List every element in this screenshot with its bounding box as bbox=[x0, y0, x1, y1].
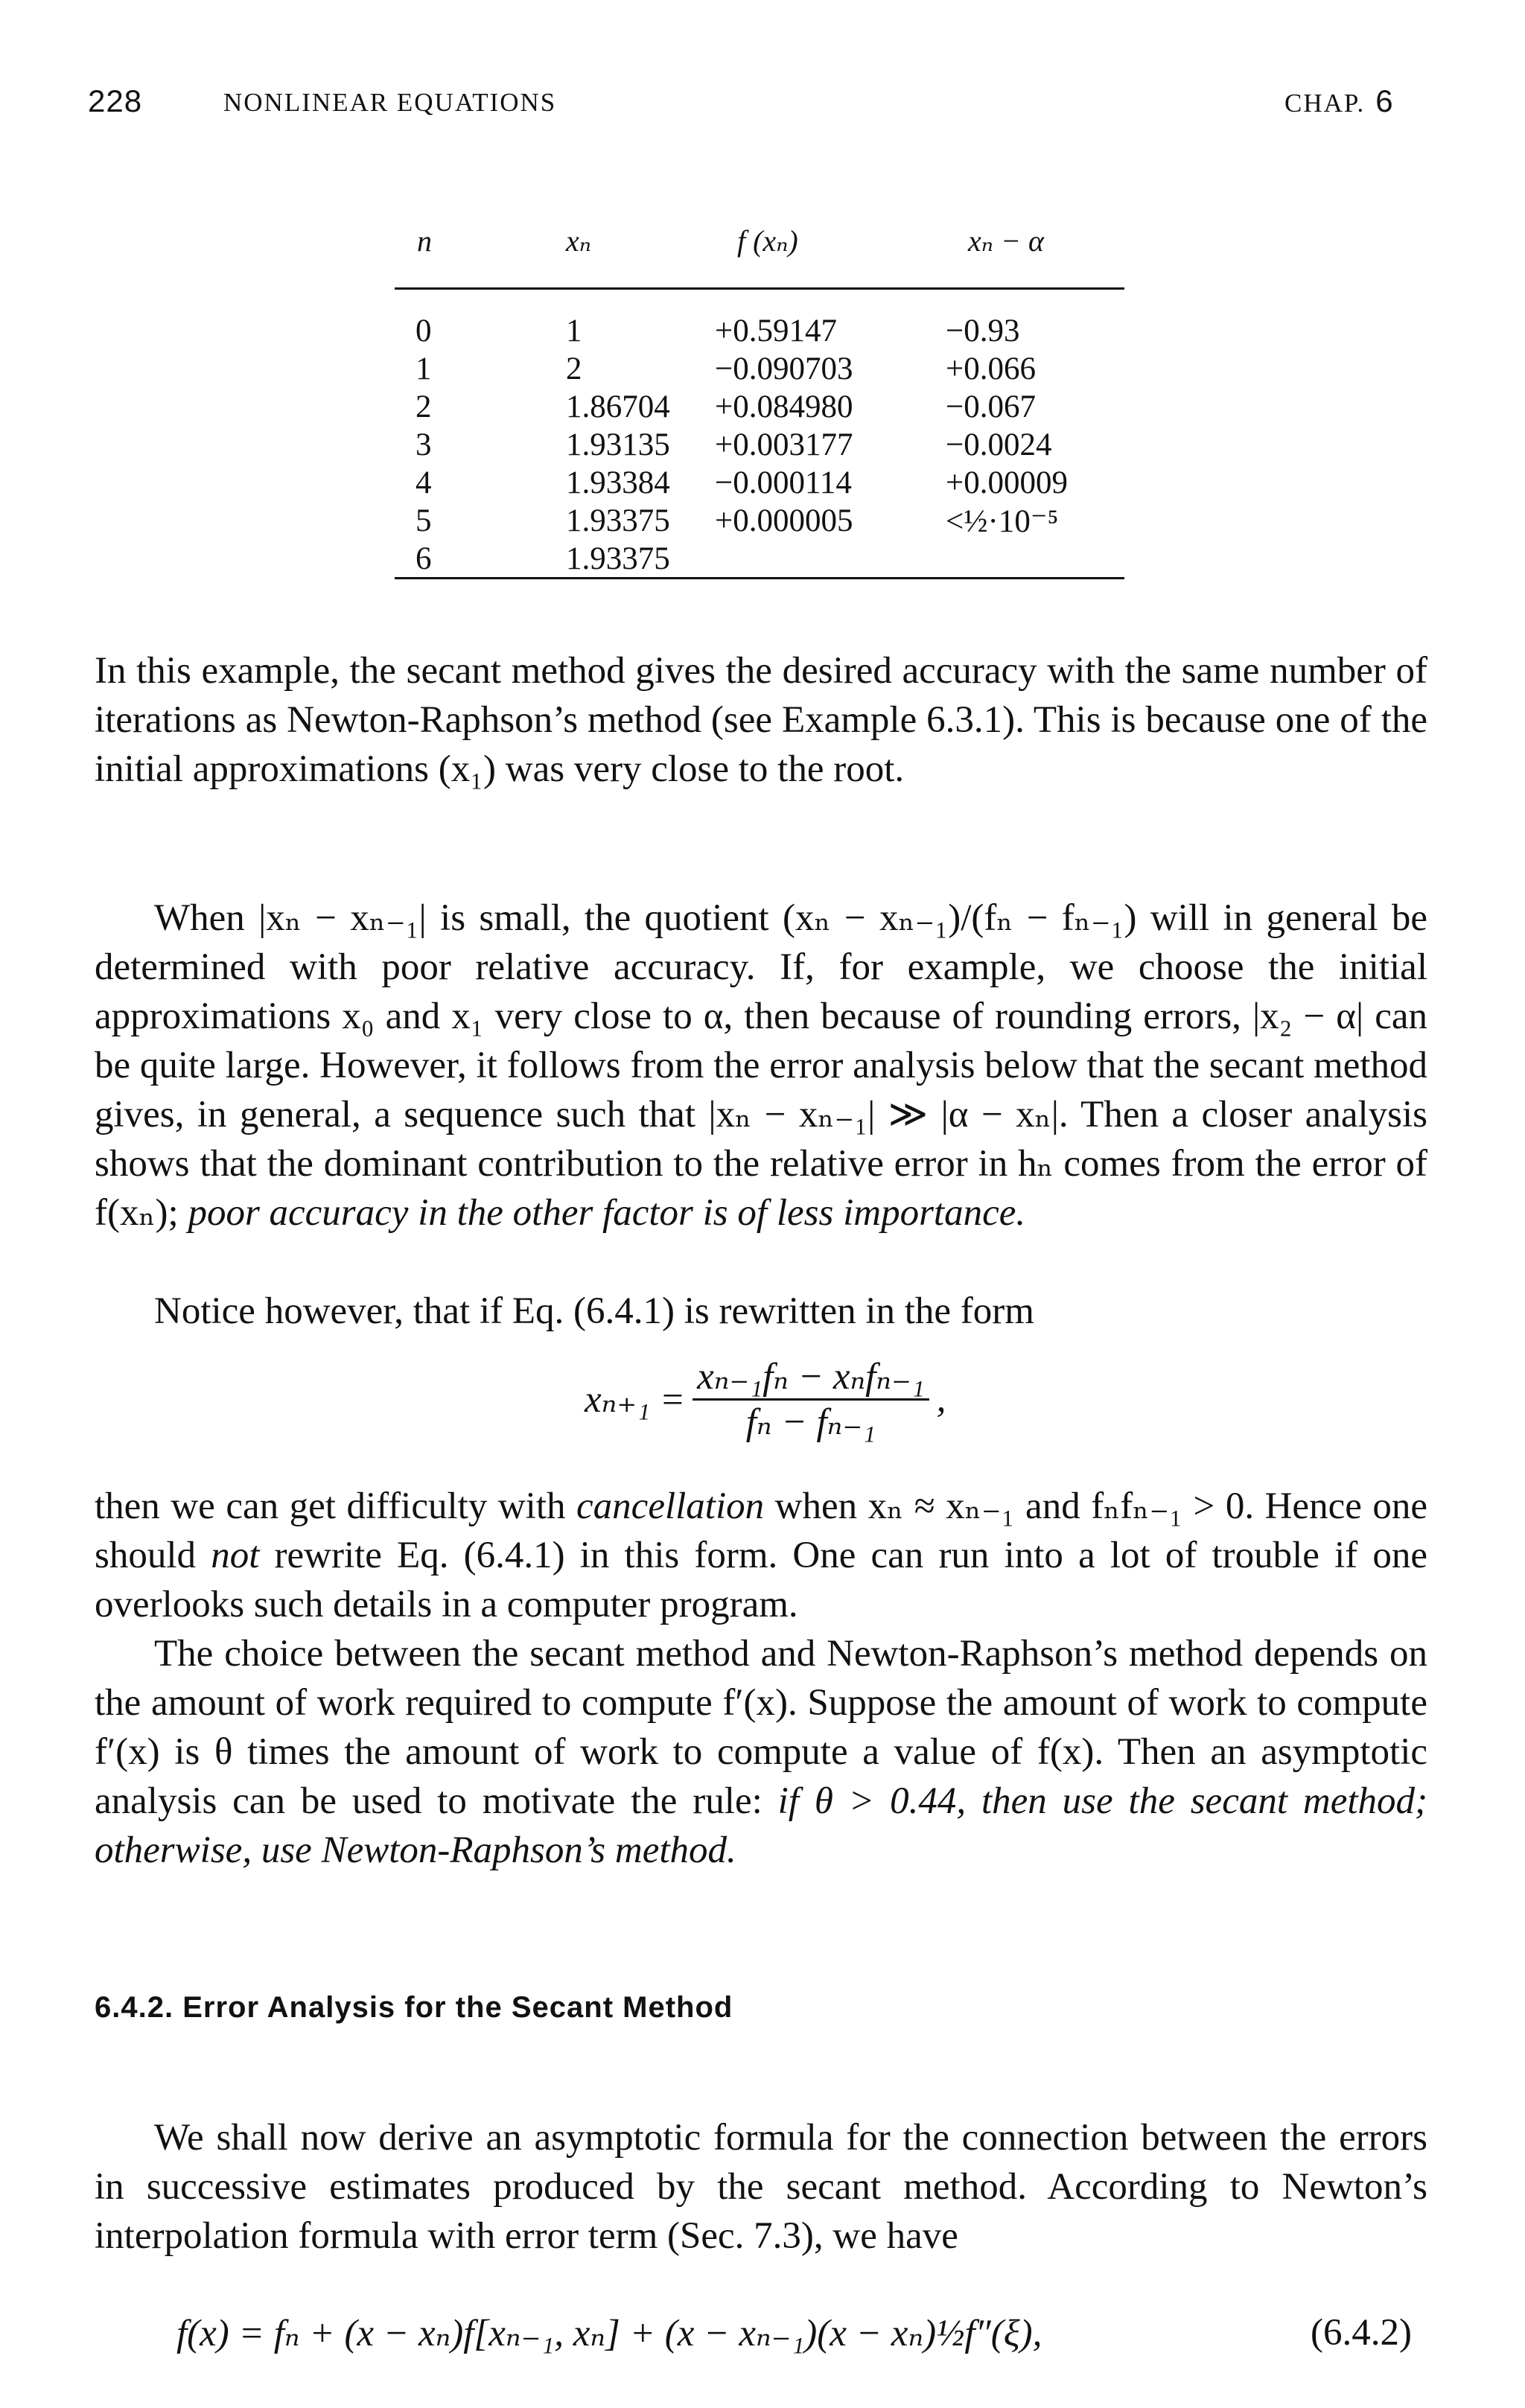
table-cell: −0.93 bbox=[946, 313, 1020, 348]
table-cell: +0.59147 bbox=[715, 313, 838, 348]
table-cell: +0.084980 bbox=[715, 389, 853, 424]
section-heading bbox=[95, 1991, 733, 2025]
table-cell: 1.86704 bbox=[566, 389, 670, 424]
table-cell: −0.090703 bbox=[715, 351, 853, 386]
equation-lhs: xₙ₊₁ = bbox=[585, 1379, 686, 1421]
table-cell: −0.067 bbox=[946, 389, 1037, 424]
paragraph-4-part-b: when xₙ ≈ xₙ₋₁ and fₙfₙ₋₁ > 0. Hence one should bbox=[95, 1485, 1428, 1576]
table-cell: +0.00009 bbox=[946, 465, 1069, 500]
paragraph-5 bbox=[95, 1629, 1427, 1875]
chapter-label: CHAP. bbox=[1284, 89, 1366, 118]
table-bottom-rule bbox=[395, 577, 1124, 579]
table-cell: 2 bbox=[566, 351, 582, 386]
table-cell: +0.066 bbox=[946, 351, 1037, 386]
col-header-n: n bbox=[417, 224, 432, 258]
paragraph-6-text: We shall now derive an asymptotic formula for the connection between the errors in successive estimates produced by the secant method. According to Newton’s interpolation formula with error term (Sec. 7.3), we have bbox=[95, 2117, 1427, 2257]
paragraph-3-text: Notice however, that if Eq. (6.4.1) is rewritten in the form bbox=[154, 1290, 1034, 1332]
page-number: 228 bbox=[88, 83, 143, 118]
table-cell: 0 bbox=[416, 313, 432, 348]
equation-numerator: xₙ₋₁fₙ − xₙfₙ₋₁ bbox=[693, 1355, 929, 1401]
section-title: Error Analysis for the Secant Method bbox=[182, 1991, 733, 2024]
table-cell: 6 bbox=[416, 541, 432, 576]
paragraph-2 bbox=[95, 894, 1427, 1238]
paragraph-4-part-c: rewrite Eq. (6.4.1) in this form. One can run into a lot of trouble if one overlooks such details in a computer program. bbox=[95, 1535, 1428, 1625]
table-cell: 2 bbox=[416, 389, 432, 424]
equation-6-4-2: f(x) = fₙ + (x − xₙ)f[xₙ₋₁, xₙ] + (x − xₙ₋₁)(x − xₙ)½f″(ξ), bbox=[176, 2313, 1042, 2354]
paragraph-1 bbox=[95, 646, 1427, 794]
paragraph-6 bbox=[95, 2113, 1427, 2261]
paragraph-4-part-a: then we can get difficulty with bbox=[95, 1485, 566, 1527]
table-cell: +0.000005 bbox=[715, 503, 853, 538]
chapter-number: 6 bbox=[1375, 83, 1395, 118]
table-top-rule bbox=[395, 287, 1124, 290]
table-cell: 5 bbox=[416, 503, 432, 538]
col-header-xn: xₙ bbox=[566, 224, 591, 258]
running-title: NONLINEAR EQUATIONS bbox=[223, 88, 557, 117]
equation-trail: , bbox=[936, 1378, 946, 1421]
col-header-error: xₙ − α bbox=[968, 224, 1044, 258]
paragraph-5-text bbox=[95, 1629, 1427, 1875]
table-cell: 4 bbox=[416, 465, 432, 500]
equation-denominator: fₙ − fₙ₋₁ bbox=[745, 1401, 876, 1443]
equation-number: (6.4.2) bbox=[1311, 2312, 1412, 2354]
table-cell: 1 bbox=[566, 313, 582, 348]
equation-fraction bbox=[693, 1355, 929, 1444]
table-cell: 3 bbox=[416, 427, 432, 462]
table-cell: −0.0024 bbox=[946, 427, 1052, 462]
table-cell: 1.93375 bbox=[566, 541, 670, 576]
paragraph-2-text bbox=[95, 894, 1427, 1238]
paragraph-1-text: In this example, the secant method gives the desired accuracy with the same number of iterations as Newton-Raphson’s method (see Example 6.3.1). This is because one of the initial approximations (x₁) was very close to the root. bbox=[95, 650, 1427, 790]
paragraph-5-main: The choice between the secant method and Newton-Raphson’s method depends on the amount of work required to compute f′(x). Suppose the amount of work to compute f′(x) is θ times the amount of work to compute a value of f(x). Then an asymptotic analysis can be used to motivate the rule: bbox=[95, 1633, 1427, 1822]
table-cell: 1.93375 bbox=[566, 503, 670, 538]
section-number: 6.4.2. bbox=[95, 1991, 174, 2024]
paragraph-3 bbox=[95, 1287, 1427, 1336]
chapter-marker bbox=[1284, 83, 1395, 119]
paragraph-2-emphasis: poor accuracy in the other factor is of less importance. bbox=[188, 1192, 1026, 1234]
paragraph-2-main: When |xₙ − xₙ₋₁| is small, the quotient (xₙ − xₙ₋₁)/(fₙ − fₙ₋₁) will in general be determined with poor relative accuracy. If, for example, we choose the initial approximations x₀ and x₁ very close to α, then because of rounding errors, |x₂ − α| can be quite large. However, it follows from the error analysis below that the secant method gives, in general, a sequence such that |xₙ − xₙ₋₁| ≫ |α − xₙ|. Then a closer analysis shows that the dominant contribution to the relative error in hₙ comes from the error of f(xₙ); bbox=[95, 897, 1427, 1234]
paragraph-4-emphasis-cancellation: cancellation bbox=[576, 1485, 765, 1527]
paragraph-4 bbox=[95, 1482, 1427, 1629]
col-header-fxn: f (xₙ) bbox=[737, 224, 798, 258]
paragraph-4-emphasis-not: not bbox=[211, 1535, 260, 1576]
table-cell: +0.003177 bbox=[715, 427, 853, 462]
table-cell: −0.000114 bbox=[715, 465, 852, 500]
paragraph-5-rule: if θ > 0.44, then use the secant method; otherwise, use Newton-Raphson’s method. bbox=[95, 1780, 1427, 1871]
table-cell: 1 bbox=[416, 351, 432, 386]
table-cell: <½·10⁻⁵ bbox=[946, 504, 1059, 539]
equation-rewritten bbox=[585, 1355, 946, 1444]
paragraph-4-text bbox=[95, 1482, 1427, 1629]
table-cell: 1.93384 bbox=[566, 465, 670, 500]
table-cell: 1.93135 bbox=[566, 427, 670, 462]
